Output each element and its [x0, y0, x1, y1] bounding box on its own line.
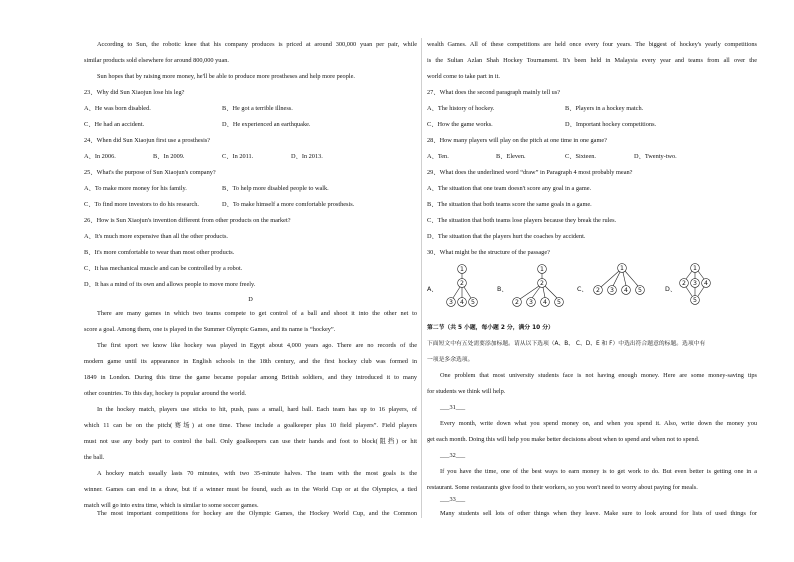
option-24a: A、In 2006. — [84, 153, 116, 160]
column-divider — [421, 38, 422, 518]
section-2-instruction: 一项是多余选项。 — [427, 357, 474, 363]
option-30d: D、 — [665, 286, 677, 293]
section-2-instruction: 下面短文中有五处需要添加标题。请从以下选项（A、B、 C、D、E 和 F）中选出符合题意的标题。选项中有 — [427, 341, 706, 347]
option-28b: B、Eleven. — [496, 153, 526, 160]
option-27c: C、How the game works. — [427, 121, 493, 128]
text-line: the ball. — [84, 454, 105, 461]
option-30b: B、 — [497, 286, 508, 293]
node-label: 4 — [624, 287, 628, 295]
option-29b: B、The situation that both teams score the same goals in a game. — [427, 201, 592, 208]
question-30: 30、What might be the structure of the passage? — [427, 249, 550, 256]
text-line: for students we think will help. — [427, 388, 506, 395]
node-label: 4 — [704, 280, 708, 288]
option-25b: B、To help more disabled people to walk. — [222, 185, 329, 192]
node-label: 1 — [460, 266, 464, 274]
option-30a: A、 — [427, 286, 438, 293]
option-24c: C、In 2011. — [222, 153, 254, 160]
text-line: In the hockey match, players use sticks to hit, push, pass a small, hard ball. Each team has up to 16 players, of — [97, 406, 417, 413]
option-23d: D、He experienced an earthquake. — [222, 121, 311, 128]
option-27d: D、Important hockey competitions. — [565, 121, 657, 128]
node-label: 1 — [620, 265, 624, 273]
text-line: get each month. Doing this will help you make better decisions about when to spend and when not to spend. — [427, 436, 700, 443]
question-24: 24、When did Sun Xiaojun first use a prosthesis? — [84, 137, 211, 144]
option-26a: A、It's much more expensive than all the other products. — [84, 233, 229, 240]
node-label: 1 — [693, 265, 697, 273]
node-label: 5 — [638, 287, 642, 295]
text-line: There are many games in which two teams compete to get control of a ball and shoot it into the other net to — [97, 310, 417, 317]
option-23b: B、He got a terrible illness. — [222, 105, 293, 112]
option-24d: D、In 2013. — [291, 153, 323, 160]
text-line: which 11 can be on the pitch(赛场) at one time. These include a goalkeeper plus 10 field players”. Field players — [84, 422, 417, 429]
text-line: One problem that most university students face is not having enough money. Here are some money-saving tips — [440, 372, 757, 379]
node-label: 3 — [610, 287, 614, 295]
text-line: match will go into extra time, which is similar to some soccer games. — [84, 502, 259, 509]
option-29c: C、The situation that both teams lose players because they break the rules. — [427, 217, 617, 224]
node-label: 2 — [460, 280, 464, 288]
question-27: 27、What does the second paragraph mainly tell us? — [427, 89, 561, 96]
node-label: 5 — [557, 299, 561, 307]
text-line: score a goal. Among them, one is played in the Summer Olympic Games, and its name is “hockey”. — [84, 326, 336, 333]
text-line: winner. Games can end in a draw, but if a winner must be found, such as in the World Cup or at the Olympics, a tied — [84, 486, 417, 493]
node-label: 2 — [682, 280, 686, 288]
text-line: must not use any body part to control the ball. Only goalkeepers can use their hands and foot to block(阻挡) or hit — [84, 438, 417, 445]
question-28: 28、How many players will play on the pitch at one time in one game? — [427, 137, 607, 144]
text-line: A hockey match usually lasts 70 minutes, with two 35-minute halves. The team with the most goals is the — [97, 470, 417, 477]
text-line: restaurant. Some restaurants give food to their workers, so you won't need to worry about paying for meals. — [427, 484, 698, 491]
option-30c: C、 — [577, 286, 588, 293]
node-label: 4 — [460, 299, 464, 307]
option-28a: A、Ten. — [427, 153, 449, 160]
text-line: If you have the time, one of the best ways to earn money is to get work to do. But even better is getting one in a — [440, 468, 757, 475]
option-25d: D、To make himself a more comfortable prosthesis. — [222, 201, 355, 208]
text-line: similar products sold elsewhere for around 800,000 yuan. — [84, 57, 229, 64]
text-line: The first sport we know like hockey was played in Egypt about 4,000 years ago. There are no records of the — [97, 342, 417, 349]
option-28c: C、Sixteen. — [565, 153, 596, 160]
blank-33: ___33___ — [440, 496, 466, 503]
option-25a: A、To make more money for his family. — [84, 185, 187, 192]
blank-32: ___32___ — [440, 452, 466, 459]
text-line: The most important competitions for hockey are the Olympic Games, the Hockey World Cup, and the Common — [97, 510, 417, 517]
option-28d: D、Twenty-two. — [634, 153, 677, 160]
node-label: 5 — [471, 299, 475, 307]
option-26b: B、It's more comfortable to wear than most other products. — [84, 249, 235, 256]
node-label: 3 — [693, 280, 697, 288]
question-23: 23、Why did Sun Xiaojun lose his leg? — [84, 89, 185, 96]
blank-31: ___31___ — [440, 404, 466, 411]
node-label: 1 — [540, 266, 544, 274]
option-29d: D、The situation that the players hurt the coaches by accident. — [427, 233, 586, 240]
option-27b: B、Players in a hockey match. — [565, 105, 644, 112]
node-label: 3 — [529, 299, 533, 307]
section-2-title: 第二节（共 5 小题，每小题 2 分，满分 10 分） — [427, 325, 554, 331]
option-27a: A、The history of hockey. — [427, 105, 495, 112]
text-line: Every month, write down what you spend money on, and when you spend it. Also, write down the money you — [440, 420, 757, 427]
option-24b: B、In 2009. — [153, 153, 185, 160]
text-line: is the Sultan Azlan Shah Hockey Tournament. It's been held in Malaysia every year and teams from all over the — [427, 57, 757, 64]
node-label: 2 — [596, 287, 600, 295]
section-heading-d: D — [248, 296, 253, 303]
question-26: 26、How is Sun Xiaojun's invention different from other products on the market? — [84, 217, 291, 224]
top-margin — [0, 0, 794, 34]
structure-diagrams — [427, 260, 757, 312]
node-label: 2 — [540, 280, 544, 288]
text-line: Sun hopes that by raising more money, he'll be able to produce more prostheses and help more people. — [97, 73, 355, 80]
node-label: 5 — [693, 297, 697, 305]
text-line: According to Sun, the robotic knee that his company produces is priced at around 300,000 yuan per pair, while — [97, 41, 417, 48]
option-26c: C、It has mechanical muscle and can be controlled by a robot. — [84, 265, 243, 272]
option-23a: A、He was born disabled. — [84, 105, 151, 112]
question-29: 29、What does the underlined word “draw” in Paragraph 4 most probably mean? — [427, 169, 633, 176]
text-line: world come to take part in it. — [427, 73, 500, 80]
node-label: 3 — [449, 299, 453, 307]
text-line: modern game until its appearance in English schools in the 18th century, and the first hockey club was formed in — [84, 358, 417, 365]
node-label: 2 — [515, 299, 519, 307]
text-line: 1849 in London. During this time the game became popular among British soldiers, and they introduced it to many — [84, 374, 417, 381]
diagram-c — [594, 264, 645, 295]
text-line: other countries. To this day, hockey is popular around the world. — [84, 390, 247, 397]
option-25c: C、To find more investors to do his research. — [84, 201, 199, 208]
node-label: 4 — [543, 299, 547, 307]
text-line: Many students sell lots of other things when they leave. Make sure to look around for lists of used things for — [440, 510, 757, 517]
option-23c: C、He had an accident. — [84, 121, 145, 128]
option-26d: D、It has a mind of its own and allows people to move more freely. — [84, 281, 256, 288]
diagram-b — [513, 265, 564, 307]
question-25: 25、What's the purpose of Sun Xiaojun's company? — [84, 169, 216, 176]
text-line: wealth Games. All of these competitions are held once every four years. The biggest of hockey's yearly competitions — [427, 41, 757, 48]
option-29a: A、The situation that one team doesn't score any goal in a game. — [427, 185, 592, 192]
